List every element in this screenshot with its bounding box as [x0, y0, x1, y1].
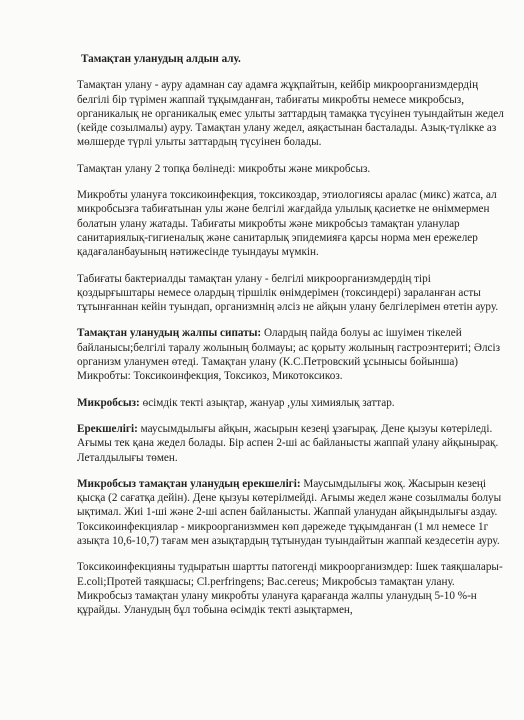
paragraph-groups: Тамақтан улану 2 топқа бөлінеді: микробты және микробсыз.	[77, 162, 371, 175]
features-text: маусымдылығы айқын, жасырын кезеңі ұзағырақ. Дене қызуы көтеріледі. Ағымы тек қана жедел болады. Бір аспен 2-ші ас байланысты жаппай улану айқынырақ. Леталдылығы төмен.	[77, 422, 499, 464]
document-title: Тамақтан уланудың алдын алу.	[81, 53, 241, 65]
non-microbial-label: Микробсыз:	[77, 396, 140, 409]
paragraph-pathogens: Токсикоинфекцияны тудыратын шартты патогенді микроорганизмдер: Ішек таяқшалары-E.coli;Протей таяқшасы; Cl.perfringens; Bac.cereus; Микробсыз тамақтан улану. Микробсыз тамақтан улану микробты улануға қарағанда жалпы уланудың 5-10 %-н құрайды. Уланудың бұл тобына өсімдік текті азықтармен,	[77, 561, 503, 617]
paragraph-non-microbial	[77, 396, 507, 410]
paragraph-features	[77, 422, 507, 465]
paragraph-microbial: Микробты улануға токсикоинфекция, токсикоздар, этиологиясы аралас (микс) жатса, ал микробсызға табиғатынан улы және белгілі жағдайда улылық қасиетке не өніммермен болатын улану жатады. Табиғаты микробты және микробсыз тамақтан уланулар санитариялық-гигиеналық және санитарлық эпидемияға қарсы норма мен ережелер қадағаланбауының нәтижесінде туындауы мүмкін.	[77, 189, 497, 259]
non-microbial-features-label: Микробсыз тамақтан уланудың ерекшелігі:	[77, 477, 301, 490]
paragraph-definition: Тамақтан улану - ауру адамнан сау адамға жұқпайтын, кейбір микроорганизмдердің белгілі бір түрімен жаппай тұқымданған, табиғаты микробты немесе микробсыз, органикалық не органикалық емес улыты заттардың тамақка түсуінен туындайтын жедел (кейде созылмалы) ауру. Тамақтан улану жедел, аяқастынан басталады. Азық-түлікке аз мөлшерде түрлі улыты заттардың түсуінен болады.	[77, 79, 504, 149]
paragraph-bacterial: Табиғаты бактериалды тамақтан улану - белгілі микроорганизмдердің тірі қоздырғыштары немесе олардың тіршілік өнімдерімен (токсиндері) зараланған асты тұтынғаннан кейін туындап, организмнің әлсіз не айқын улану белгілерімен өтетін ауру.	[77, 272, 499, 314]
paragraph-non-microbial-features	[77, 477, 507, 548]
general-characteristics-label: Тамақтан уланудың жалпы сипаты:	[77, 327, 262, 340]
document-body	[77, 52, 507, 630]
non-microbial-text: өсімдік текті азықтар, жануар ,улы химиялық заттар.	[142, 396, 395, 409]
general-characteristics-text: Олардың пайда болуы ас ішуімен тікелей байланысы;белгілі таралу жолының болмауы; ас қорыту жолының гастроэнтериті; Әлсіз организм уланумен өтеді. Тамақтан улану (К.С.Петровский ұсынысы бойынша) Микробты: Токсикоинфекция, Токсикоз, Микотоксикоз.	[77, 327, 501, 383]
features-label: Ерекшелігі:	[77, 422, 138, 435]
paragraph-general-characteristics	[77, 326, 507, 383]
non-microbial-features-text: Маусымдылығы жоқ. Жасырын кезеңі қысқа (2 сағатқа дейін). Дене қызуы көтерілмейді. Ағымы жедел және созылмалы болуы ықтимал. Жиі 1-ші және 2-ші аспен байланысты. Жаппай уланудан айқындылығы аздау. Токсикоинфекциялар - микроорганизммен көп дәрежеде тұқымданған (1 мл немесе 1г азықта 10,6-10,7) тағам мен азықтардың тұтынудан туындайтын жаппай кездесетін ауру.	[77, 477, 502, 548]
